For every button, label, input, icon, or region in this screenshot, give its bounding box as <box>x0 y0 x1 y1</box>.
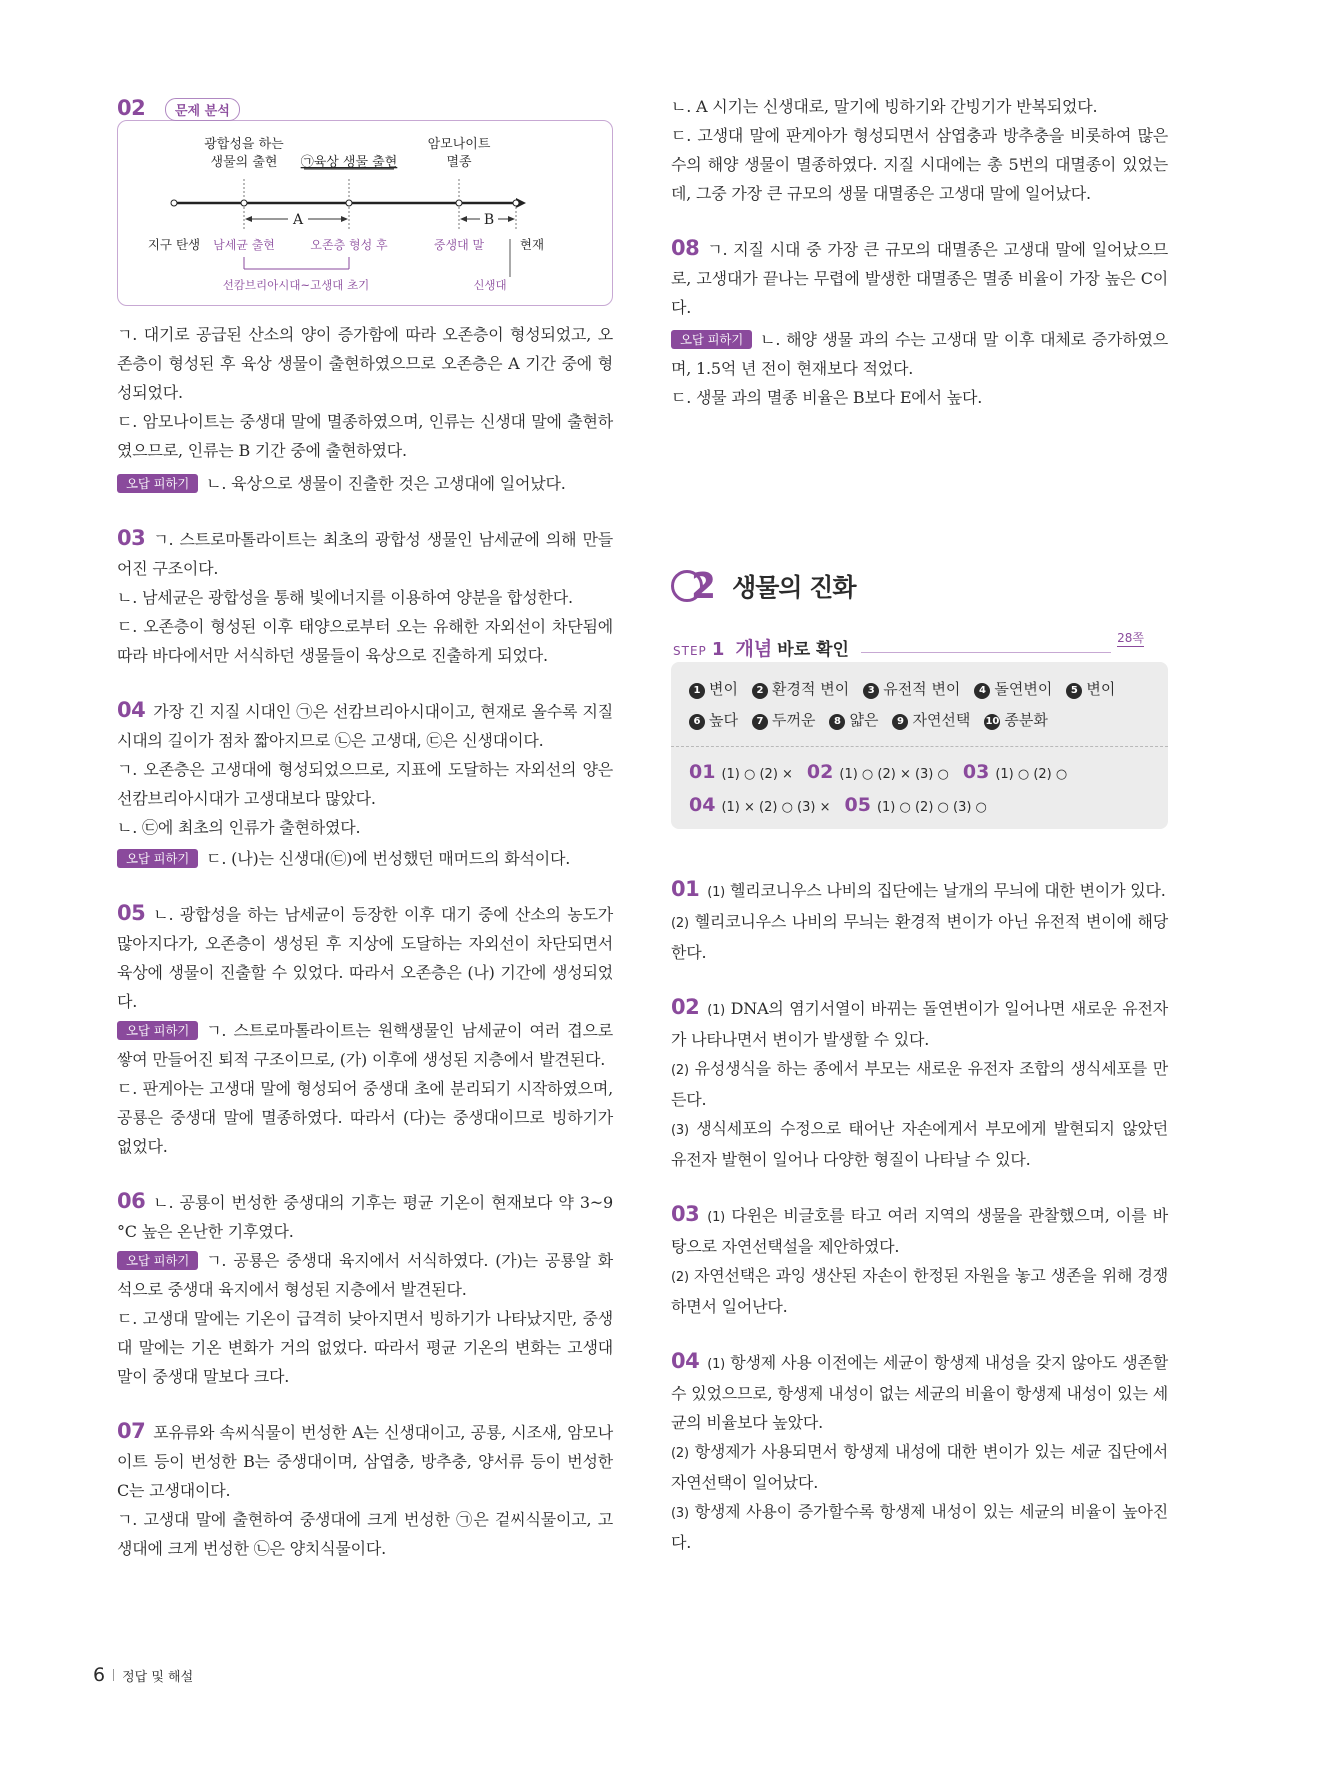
q05-badge-text: ㄱ. 스트로마톨라이트는 원핵생물인 남세균이 여러 겹으로 쌓여 만들어진 퇴적 구조이므로, (가) 이후에 생성된 지층에서 발견된다. <box>117 1021 613 1069</box>
item-text: 항생제 사용 이전에는 세균이 항생제 내성을 갖지 않아도 생존할 수 있었으므로, 항생제 내성이 없는 세균의 비율이 항생제 내성이 있는 세균의 비율보다 높았다. <box>671 1353 1169 1432</box>
wrong-avoid-badge: 오답 피하기 <box>117 1021 198 1040</box>
q02-number: 02 <box>117 96 146 120</box>
term-number-icon: 8 <box>829 714 845 730</box>
q02-header <box>117 92 613 120</box>
label-land: ㉠육상 생물 출현 <box>300 155 398 170</box>
item-marker: (2) <box>671 1446 689 1461</box>
r02-number: 02 <box>671 995 700 1019</box>
step-title: 바로 확인 <box>777 640 849 660</box>
interval-b-right-arrow <box>508 216 515 222</box>
wrong-avoid-badge: 오답 피하기 <box>671 330 752 349</box>
right-column <box>671 92 1168 1583</box>
r04-para <box>671 1347 1168 1437</box>
r03-para <box>671 1261 1168 1321</box>
term-text: 얇은 <box>849 711 879 729</box>
term-number-icon: 2 <box>752 683 768 699</box>
concept-term <box>689 674 738 705</box>
r02-para <box>671 1114 1168 1174</box>
step-word: STEP <box>673 644 707 658</box>
step1-label <box>673 634 849 661</box>
q07-section <box>117 1417 613 1563</box>
q04-para-1: ㄱ. 오존층은 고생대에 형성되었으므로, 지표에 도달하는 자외선의 양은 선캄브리아시대가 고생대보다 많았다. <box>117 760 613 808</box>
answers-row-2 <box>689 790 1148 823</box>
concept-terms <box>689 674 1148 736</box>
answer-number: 03 <box>962 761 990 783</box>
tick-ozone <box>346 200 352 206</box>
answer-number: 01 <box>689 761 716 783</box>
answer-number: 05 <box>844 794 871 816</box>
term-number-icon: 9 <box>892 714 908 730</box>
concept-term <box>752 705 815 736</box>
q08-wrong-avoid <box>671 325 1168 383</box>
item-text: 헬리코니우스 나비의 무늬는 환경적 변이가 아닌 유전적 변이에 해당한다. <box>671 912 1168 962</box>
item-marker: (2) <box>671 1270 689 1285</box>
answer-item <box>689 757 793 790</box>
term-text: 돌연변이 <box>994 680 1053 698</box>
term-text: 환경적 변이 <box>771 680 850 698</box>
answers-row-1 <box>689 757 1148 790</box>
left-column <box>117 92 613 1589</box>
term-number-icon: 7 <box>752 714 768 730</box>
concept-term <box>1066 674 1115 705</box>
term-number-icon: 3 <box>863 683 879 699</box>
r02-section <box>671 993 1168 1174</box>
r01-para <box>671 875 1168 907</box>
q02-para-1: ㄱ. 대기로 공급된 산소의 양이 증가함에 따라 오존층이 형성되었고, 오존층이 형성된 후 육상 생물이 출현하였으므로 오존층은 A 기간 중에 형성되었다. <box>117 325 613 402</box>
term-number-icon: 6 <box>689 714 705 730</box>
q04-lead-text: 가장 긴 지질 시대인 ㉠은 선캄브리아시대이고, 현재로 올수록 지질 시대의 길이가 점차 짧아지므로 ㉡은 고생대, ㉢은 신생대이다. <box>117 702 613 750</box>
q06-number: 06 <box>117 1189 146 1213</box>
label-present: 현재 <box>519 237 545 252</box>
interval-b-label: B <box>483 212 495 228</box>
q04-wrong-avoid <box>117 844 613 873</box>
label-cenozoic: 신생대 <box>473 278 507 292</box>
interval-a-right-arrow <box>341 216 348 222</box>
r04-number: 04 <box>671 1349 700 1373</box>
r01-section <box>671 875 1168 967</box>
label-cyano: 남세균 출현 <box>213 238 275 252</box>
interval-a-left-arrow <box>245 216 252 222</box>
q05-para-1: ㄷ. 판게아는 고생대 말에 형성되어 중생대 초에 분리되기 시작하였으며, 공룡은 중생대 말에 멸종하였다. 따라서 (다)는 중생대이므로 빙하기가 없었다. <box>117 1079 613 1156</box>
item-marker: (2) <box>671 1063 689 1078</box>
r04-section <box>671 1347 1168 1557</box>
q05-section <box>117 899 613 1161</box>
answer-number: 04 <box>689 794 716 816</box>
item-text: 생식세포의 수정으로 태어난 자손에게서 부모에게 발현되지 않았던 유전자 발현이 일어나 다양한 형질이 나타날 수 있다. <box>671 1119 1169 1169</box>
r01-number: 01 <box>671 877 700 901</box>
label-ozone: 오존층 형성 후 <box>310 238 388 252</box>
answer-marks: (1) ○ (2) × <box>721 767 793 782</box>
tick-cyano <box>241 200 247 206</box>
q07-continued <box>671 92 1168 208</box>
concept-term <box>863 674 960 705</box>
label-ammo-line2: 멸종 <box>446 155 472 170</box>
footer-label: 정답 및 해설 <box>122 1669 194 1685</box>
interval-b-left-arrow <box>460 216 467 222</box>
label-precambrian: 선캄브리아시대~고생대 초기 <box>222 278 370 292</box>
wrong-avoid-badge: 오답 피하기 <box>117 1251 198 1270</box>
item-text: 헬리코니우스 나비의 집단에는 날개의 무늬에 대한 변이가 있다. <box>729 881 1166 900</box>
term-number-icon: 10 <box>984 714 1000 730</box>
q02-badge-text: ㄴ. 육상으로 생물이 진출한 것은 고생대에 일어났다. <box>206 474 566 493</box>
r03-para <box>671 1200 1168 1261</box>
q04-section <box>117 696 613 873</box>
q03-section <box>117 524 613 670</box>
q06-lead <box>117 1187 613 1246</box>
answer-marks: (1) ○ (2) ○ <box>995 767 1068 782</box>
term-text: 자연선택 <box>912 711 971 729</box>
tick-mesozoic-end <box>456 200 462 206</box>
q07-cont-para-1: ㄴ. A 시기는 신생대로, 말기에 빙하기와 간빙기가 반복되었다. <box>671 97 1098 116</box>
term-text: 유전적 변이 <box>883 680 961 698</box>
item-text: 유성생식을 하는 종에서 부모는 새로운 유전자 조합의 생식세포를 만든다. <box>671 1059 1168 1109</box>
step-number: 1 <box>711 639 725 660</box>
r04-para <box>671 1437 1168 1497</box>
q06-badge-text: ㄱ. 공룡은 중생대 육지에서 서식하였다. (가)는 공룡알 화석으로 중생대 육지에서 형성된 지층에서 발견된다. <box>117 1251 613 1299</box>
r04-para <box>671 1497 1168 1557</box>
answer-item <box>845 790 987 823</box>
answer-marks: (1) × (2) ○ (3) × <box>721 800 831 815</box>
term-number-icon: 4 <box>974 683 990 699</box>
term-text: 두꺼운 <box>771 711 816 729</box>
q08-badge-text: ㄴ. 해양 생물 과의 수는 고생대 말 이후 대체로 증가하였으며, 1.5억 년 전이 현재보다 적었다. <box>671 330 1168 378</box>
q05-wrong-avoid <box>117 1016 613 1074</box>
concept-term <box>752 674 849 705</box>
q03-lead-text: ㄱ. 스트로마톨라이트는 최초의 광합성 생물인 남세균에 의해 만들어진 구조이다. <box>117 530 613 578</box>
q03-number: 03 <box>117 526 146 550</box>
term-number-icon: 1 <box>689 683 705 699</box>
step-divider <box>671 746 1168 747</box>
label-photo-line2: 생물의 출현 <box>210 155 278 170</box>
chapter-title <box>671 562 1168 610</box>
q02-wrong-avoid <box>117 469 613 498</box>
label-photo-line1: 광합성을 하는 <box>204 137 284 152</box>
step1-concept-check <box>671 628 1168 829</box>
step1-header <box>671 628 1168 662</box>
concept-term <box>689 705 738 736</box>
r03-number: 03 <box>671 1202 700 1226</box>
q04-para-2: ㄴ. ㉢에 최초의 인류가 출현하였다. <box>117 818 361 837</box>
wrong-avoid-badge: 오답 피하기 <box>117 849 198 868</box>
q05-lead-text: ㄴ. 광합성을 하는 남세균이 등장한 이후 대기 중에 산소의 농도가 많아지다가, 오존층이 생성된 후 지상에 도달하는 자외선이 차단되면서 육상에 생물이 진출할 수 있었다. 따라서 오존층은 (나) 기간에 생성되었다. <box>117 905 613 1011</box>
q07-lead-text: 포유류와 속씨식물이 번성한 A는 신생대이고, 공룡, 시조새, 암모나이트 등이 번성한 B는 중생대이며, 삼엽충, 방추충, 양서류 등이 번성한 C는 고생대이다. <box>117 1423 613 1500</box>
item-marker: (3) <box>671 1123 689 1138</box>
r01-para <box>671 907 1168 967</box>
q08-number: 08 <box>671 236 700 260</box>
q04-badge-text: ㄷ. (나)는 신생대(㉢)에 번성했던 매머드의 화석이다. <box>206 849 571 868</box>
answer-marks: (1) ○ (2) × (3) ○ <box>839 767 949 782</box>
q08-section <box>671 234 1168 412</box>
q02-section <box>117 92 613 498</box>
label-earth: 지구 탄생 <box>147 237 201 252</box>
r03-section <box>671 1200 1168 1321</box>
step-header-line <box>861 652 1111 653</box>
item-text: 다윈은 비글호를 타고 여러 지역의 생물을 관찰했으며, 이를 바탕으로 자연선택설을 제안하였다. <box>671 1206 1168 1256</box>
answer-item <box>963 757 1067 790</box>
q08-lead <box>671 234 1168 322</box>
item-text: DNA의 염기서열이 바뀌는 돌연변이가 일어나면 새로운 유전자가 나타나면서 변이가 발생할 수 있다. <box>671 999 1168 1049</box>
q05-lead <box>117 899 613 1016</box>
q06-para-1: ㄷ. 고생대 말에는 기온이 급격히 낮아지면서 빙하기가 나타났지만, 중생대 말에는 기온 변화가 거의 없었다. 따라서 평균 기온의 변화는 고생대 말이 중생대 말보다 크다. <box>117 1309 613 1386</box>
step1-box <box>671 662 1168 829</box>
answer-marks: (1) ○ (2) ○ (3) ○ <box>876 800 987 815</box>
q04-number: 04 <box>117 698 146 722</box>
q06-wrong-avoid <box>117 1246 613 1304</box>
q06-lead-text: ㄴ. 공룡이 번성한 중생대의 기후는 평균 기온이 현재보다 약 3~9 °C 높은 온난한 기후였다. <box>117 1193 613 1241</box>
label-mesozoic-end: 중생대 말 <box>433 238 485 252</box>
tick-earth <box>171 200 177 206</box>
term-text: 변이 <box>709 680 738 698</box>
item-marker: (1) <box>707 1210 726 1225</box>
item-text: 항생제 사용이 증가할수록 항생제 내성이 있는 세균의 비율이 높아진다. <box>671 1502 1168 1552</box>
term-text: 변이 <box>1086 680 1116 698</box>
step-page-ref: 28쪽 <box>1117 631 1144 645</box>
item-text: 항생제가 사용되면서 항생제 내성에 대한 변이가 있는 세균 집단에서 자연선택이 일어났다. <box>671 1442 1168 1492</box>
timeline-svg <box>118 121 614 305</box>
item-marker: (3) <box>671 1506 689 1521</box>
concept-term <box>974 674 1052 705</box>
q06-section <box>117 1187 613 1391</box>
interval-a-label: A <box>292 212 304 228</box>
page-number: 6 <box>93 1664 106 1686</box>
timeline-diagram <box>117 120 613 306</box>
chapter-digit: 2 <box>691 565 717 607</box>
r02-para <box>671 993 1168 1054</box>
concept-term <box>892 705 970 736</box>
label-ammo-line1: 암모나이트 <box>427 137 491 152</box>
q07-para-1: ㄱ. 고생대 말에 출현하여 중생대에 크게 번성한 ㉠은 겉씨식물이고, 고생대에 크게 번성한 ㉡은 양치식물이다. <box>117 1510 613 1558</box>
tick-present <box>513 200 519 206</box>
item-marker: (1) <box>707 1357 726 1372</box>
q07-lead <box>117 1417 613 1505</box>
q04-lead <box>117 696 613 755</box>
item-marker: (1) <box>707 885 726 900</box>
q07-number: 07 <box>117 1419 146 1443</box>
answer-number: 02 <box>806 761 834 783</box>
q03-lead <box>117 524 613 583</box>
term-text: 종분화 <box>1004 711 1048 729</box>
chapter-number <box>671 566 716 607</box>
item-marker: (1) <box>707 1003 726 1018</box>
wrong-avoid-badge: 오답 피하기 <box>117 474 198 493</box>
term-text: 높다 <box>709 711 738 729</box>
page-footer <box>93 1664 193 1686</box>
q08-lead-text: ㄱ. 지질 시대 중 가장 큰 규모의 대멸종은 고생대 말에 일어났으므로, 고생대가 끝나는 무렵에 발생한 대멸종은 멸종 비율이 가장 높은 C이다. <box>671 240 1168 317</box>
q02-para-2: ㄷ. 암모나이트는 중생대 말에 멸종하였으며, 인류는 신생대 말에 출현하였으므로, 인류는 B 기간 중에 출현하였다. <box>117 412 613 460</box>
q03-para-1: ㄴ. 남세균은 광합성을 통해 빛에너지를 이용하여 양분을 합성한다. <box>117 588 573 607</box>
footer-separator <box>113 1669 114 1681</box>
item-text: 자연선택은 과잉 생산된 자손이 한정된 자원을 놓고 생존을 위해 경쟁하면서 일어난다. <box>671 1266 1168 1316</box>
q03-para-2: ㄷ. 오존층이 형성된 이후 태양으로부터 오는 유해한 자외선이 차단됨에 따라 바다에서만 서식하던 생물들이 육상으로 진출하게 되었다. <box>117 617 613 665</box>
answer-item <box>689 790 831 823</box>
q08-para-1: ㄷ. 생물 과의 멸종 비율은 B보다 E에서 높다. <box>671 388 983 407</box>
r02-para <box>671 1054 1168 1114</box>
term-number-icon: 5 <box>1066 683 1082 699</box>
concept-term <box>829 705 878 736</box>
answer-item <box>807 757 949 790</box>
q05-number: 05 <box>117 901 146 925</box>
concept-term <box>984 705 1047 736</box>
problem-analysis-tag: 문제 분석 <box>165 98 240 121</box>
chapter-heading: 생물의 진화 <box>732 573 856 602</box>
item-marker: (2) <box>671 916 689 931</box>
q07-cont-para-2: ㄷ. 고생대 말에 판게아가 형성되면서 삼엽충과 방추충을 비롯하여 많은 수의 해양 생물이 멸종하였다. 지질 시대에는 총 5번의 대멸종이 있었는데, 그중 가장 큰 규모의 생물 대멸종은 고생대 말에 일어났다. <box>671 126 1168 203</box>
step-concept: 개념 <box>735 638 773 660</box>
